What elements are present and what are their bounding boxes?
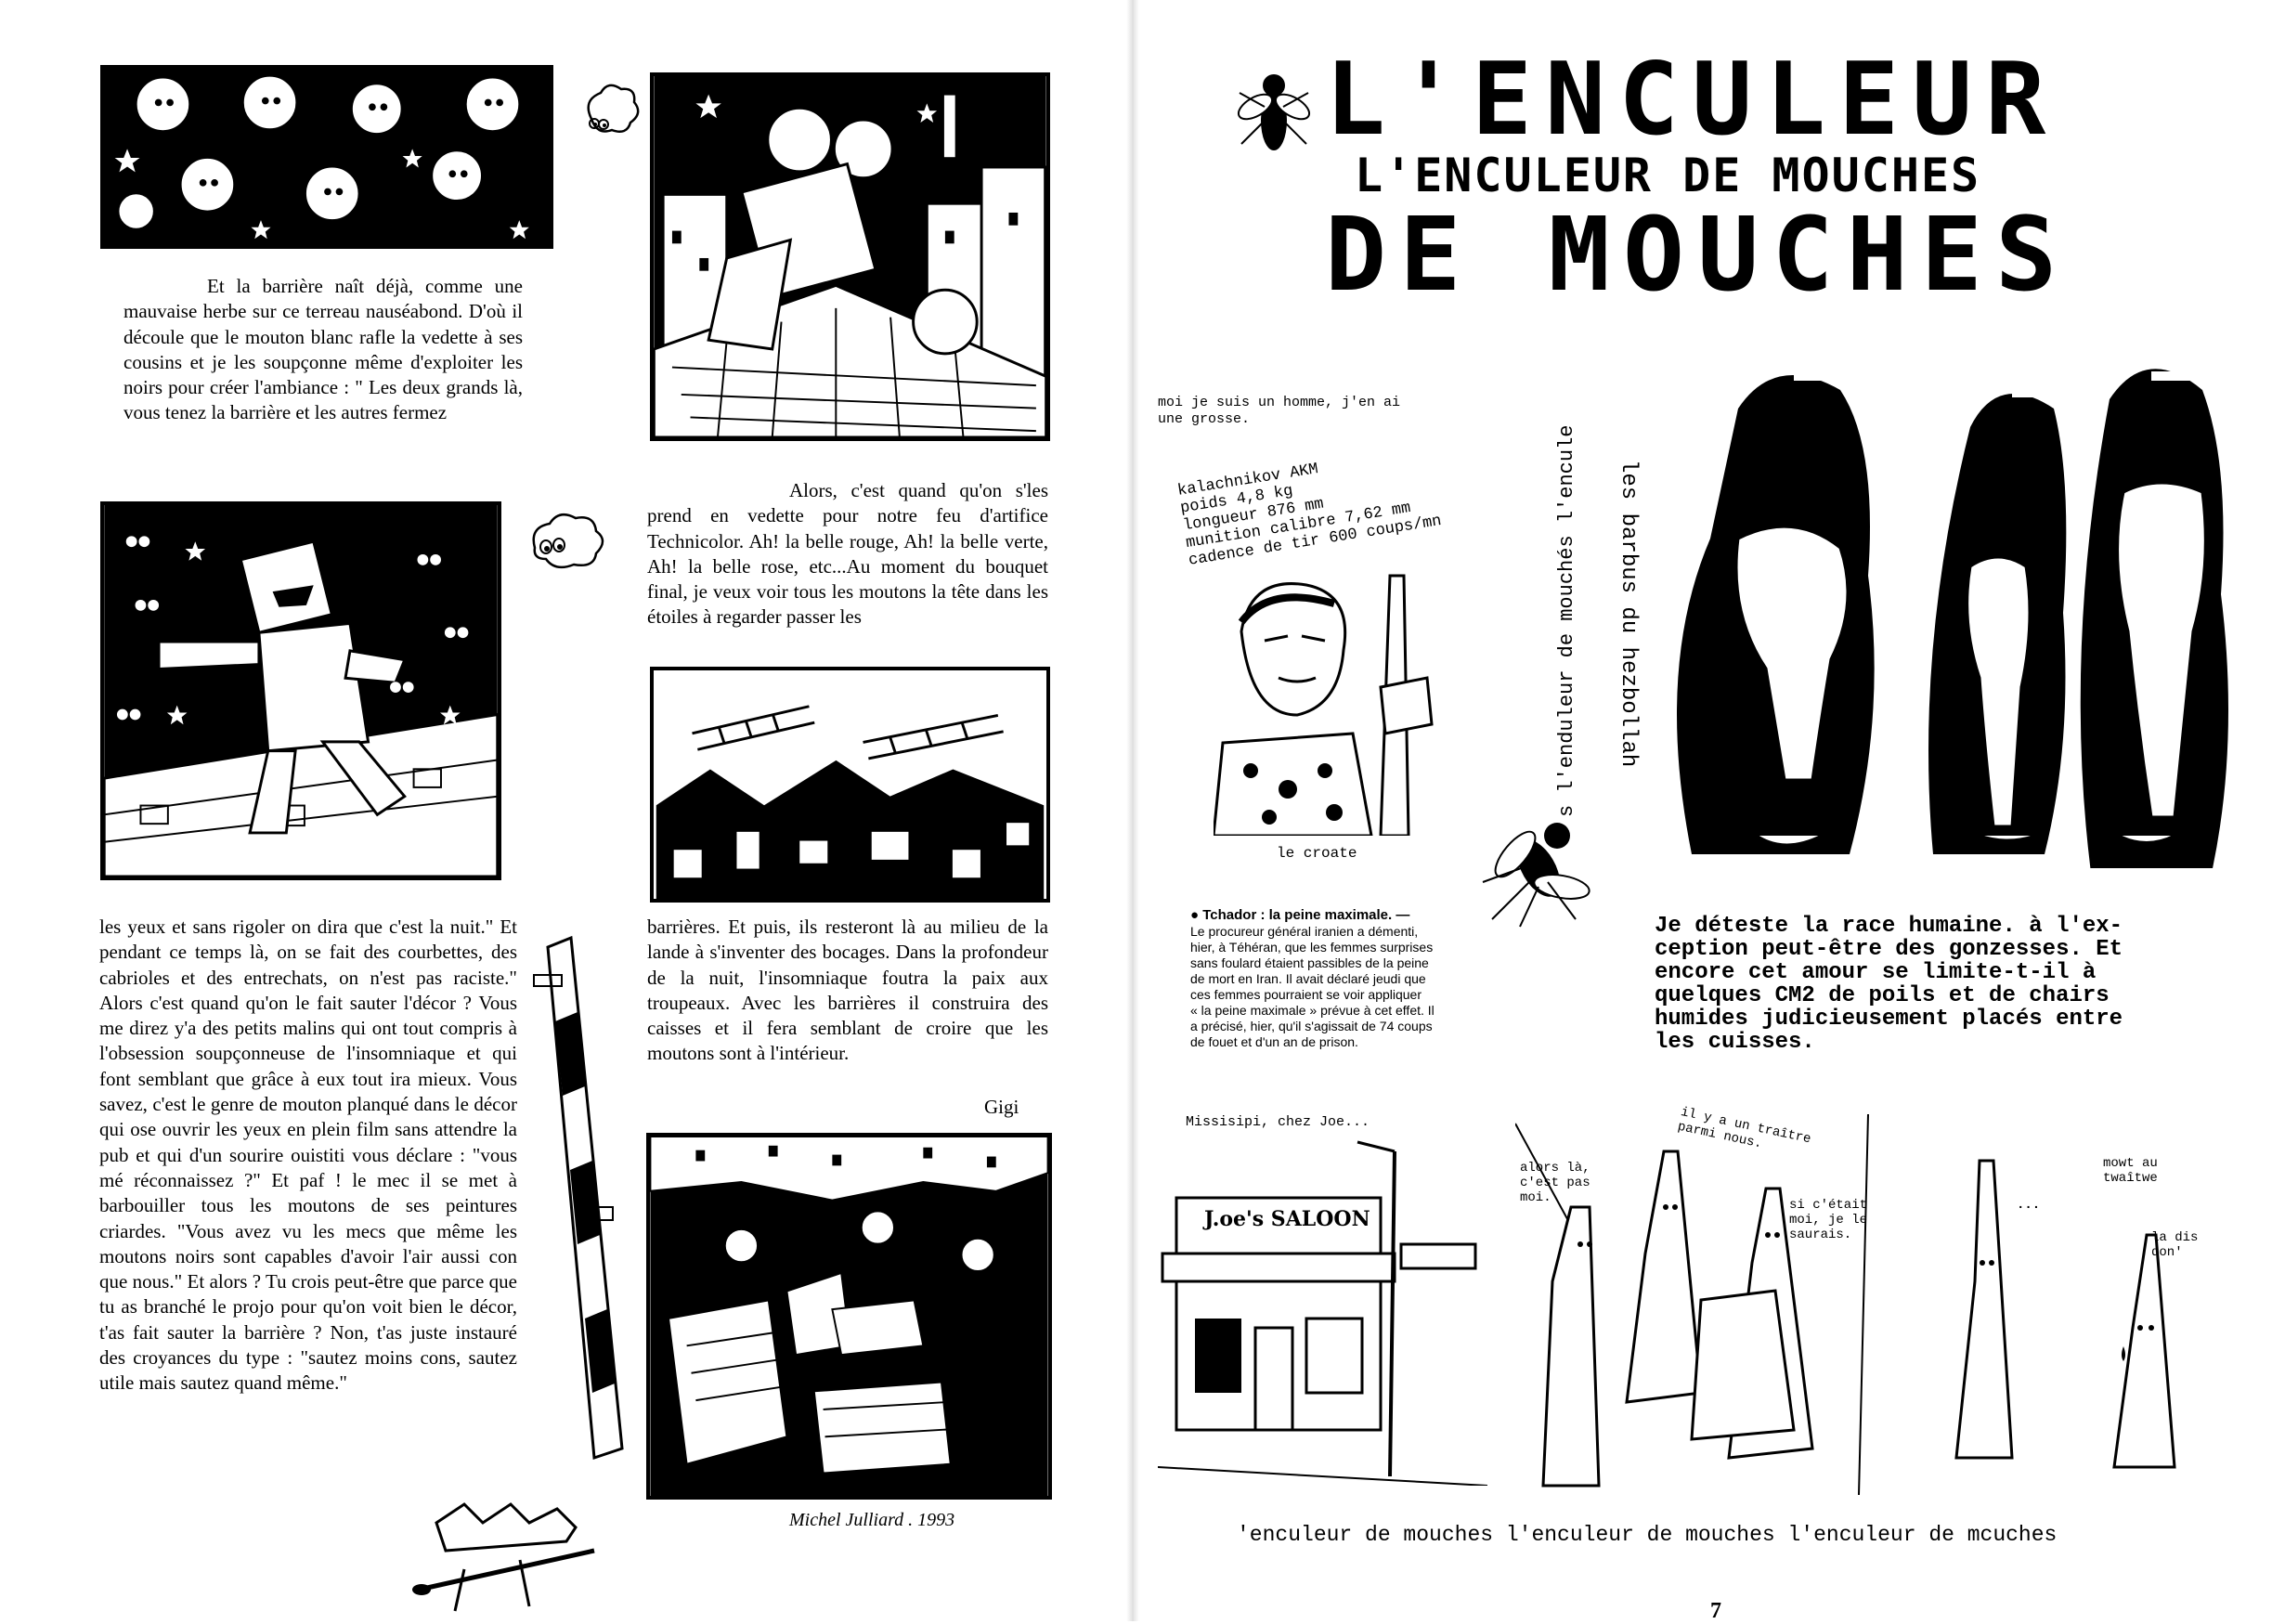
speech-bubble-2: il y a un traître parmi nous. — [1676, 1105, 1812, 1152]
title-line-2: L'ENCULEUR DE MOUCHES — [1355, 149, 1981, 202]
statement-text: Je déteste la race humaine. à l'ex- ception peut-être des gonzesses. Et encore cet amour se limite-t-il à quelques CM2 de poils et de chairs humides judicieusement placés entre les cuisses. — [1655, 914, 2123, 1055]
speech-bubble-6: la dis don' — [2151, 1230, 2199, 1260]
footer-text: 'enculeur de mouches l'enculeur de mouches l'enculeur de mcuches — [1237, 1523, 2058, 1547]
saloon-drawing — [1158, 1133, 1487, 1486]
caption-man: moi je suis un homme, j'en ai une grosse. — [1158, 395, 1401, 427]
vertical-text-hezbollah: les barbus du hezbollah — [1616, 460, 1641, 768]
label-croate: le croate — [1277, 845, 1357, 862]
left-paragraph-4: barrières. Et puis, ils resteront là au milieu de la lande à s'inventer des bocages. Dans la profondeur de la nuit, l'insomniaque foutra la paix aux troupeaux. Avec les barrières il construira des caisses et il fera semblant de croire que les moutons sont à l'intérieur. — [647, 916, 1048, 1065]
fly-icon — [1232, 56, 1316, 167]
sheep-sky-drawing — [104, 69, 550, 245]
robot-drawing — [104, 505, 498, 877]
panel-robot — [100, 501, 501, 880]
rooftop-drawing — [654, 76, 1046, 437]
left-page — [0, 0, 1126, 1621]
left-paragraph-1: Et la barrière naît déjà, comme une mauvaise herbe sur ce terreau nauséabond. D'où il découle que le mouton blanc rafle la vedette à ses cousins et je les soupçonne même d'exploiter les noirs pour créer l'ambiance : " Les deux grands là, vous tenez la barrière et les autres fermez — [123, 275, 523, 424]
fly-2-icon — [1474, 799, 1603, 929]
man-with-rifle-drawing — [1214, 557, 1455, 836]
title-line-3: DE MOUCHES — [1325, 195, 2071, 314]
crate-drawing — [650, 1137, 1048, 1496]
veiled-women-drawing — [1664, 353, 2230, 868]
page-number: 7 — [1710, 1599, 1721, 1623]
vertical-text-enculeur: s l'enduleur de mouchés l'encule — [1555, 424, 1578, 817]
book-gutter — [1126, 0, 1139, 1621]
speech-bubble-4: ... — [2017, 1198, 2041, 1213]
barrier-drawing — [529, 929, 631, 1467]
title-line-1: L'ENCULEUR — [1325, 42, 2059, 158]
paintbrush-icon — [409, 1486, 613, 1616]
comic-caption: Missisipi, chez Joe... — [1186, 1114, 1370, 1130]
ladders-drawing — [654, 670, 1046, 899]
speech-bubble-5: mowt au twaîtwe — [2103, 1156, 2158, 1186]
left-paragraph-3: les yeux et sans rigoler on dira que c'est la nuit." Et pendant ce temps là, on se fait des courbettes, des cabrioles et des entrechats, on n'est pas raciste." Alors c'est quand qu'on le fait sauter l'décor ? Vous me direz y'a des petits malins qui ont tout compris à l'obsession soupçonneuse de l'insomniaque et qui font semblant que grâce à eux tout ira mieux. Vous savez, c'est le genre de mouton planqué dans le décor qui ose ouvrir les yeux en plein film sans attendre la pub et qui d'un sourire ouistiti vous déclare : "vous mé réconnaissez ?" Et paf ! le mec il se met à barbouiller tous les moutons de ses peintures criardes. "Vous avez vu les mecs que même les moutons noirs sont capables d'avoir l'air aussi con que nous." Et alors ? Tu crois peut-être que parce que tu as branché le projo pour qu'on voit bien le décor, t'as fait sauter la barrière ? Non, t'as juste instauré des croyances du type : "sautez moins cons, sautez utile mais sautez quand même." — [99, 916, 517, 1395]
author-name: Gigi — [984, 1096, 1019, 1118]
right-page — [1139, 0, 2285, 1621]
panel-rooftop — [650, 72, 1050, 441]
klan-crying-drawing — [2096, 1226, 2188, 1504]
sheep-doodle-2-icon — [526, 506, 614, 580]
artist-signature: Michel Julliard . 1993 — [789, 1510, 955, 1530]
saloon-sign: J.oe's SALOON — [1204, 1207, 1370, 1231]
news-body: Le procureur général iranien a démenti, hier, à Téhéran, que les femmes surprises sans foulard étaient passibles de la peine de mort en Iran. Il avait déclaré jeudi que ces femmes pourraient se voir appliquer « la peine maximale » prévue à cet effet. Il a précisé, hier, qu'il s'agissait de 74 coups de fouet et d'un an de prison. — [1190, 924, 1435, 1049]
speech-bubble-1: alors là, c'est pas moi. — [1520, 1161, 1590, 1205]
panel-crate — [646, 1133, 1052, 1500]
left-paragraph-2: Alors, c'est quand qu'on s'les prend en vedette pour notre feu d'artifice Technicolor. Ah! la belle rouge, Ah! la belle verte, Ah! la belle rose, etc...Au moment du bouquet final, je veux voir tous les moutons la tête dans les étoiles à regarder passer les — [647, 479, 1048, 629]
panel-sheep-sky — [100, 65, 553, 249]
klan-solo-drawing — [1938, 1142, 2040, 1476]
sheep-doodle-icon — [578, 82, 643, 151]
speech-bubble-3: si c'était moi, je le saurais. — [1789, 1198, 1868, 1242]
news-title: ● Tchador : la peine maximale. — — [1190, 907, 1410, 923]
panel-ladders — [650, 667, 1050, 903]
kalashnikov-specs: kalachnikov AKM poids 4,8 kg longueur 876 mm munition calibre 7,62 mm cadence de tir 600 coups/mn — [1176, 461, 1443, 570]
